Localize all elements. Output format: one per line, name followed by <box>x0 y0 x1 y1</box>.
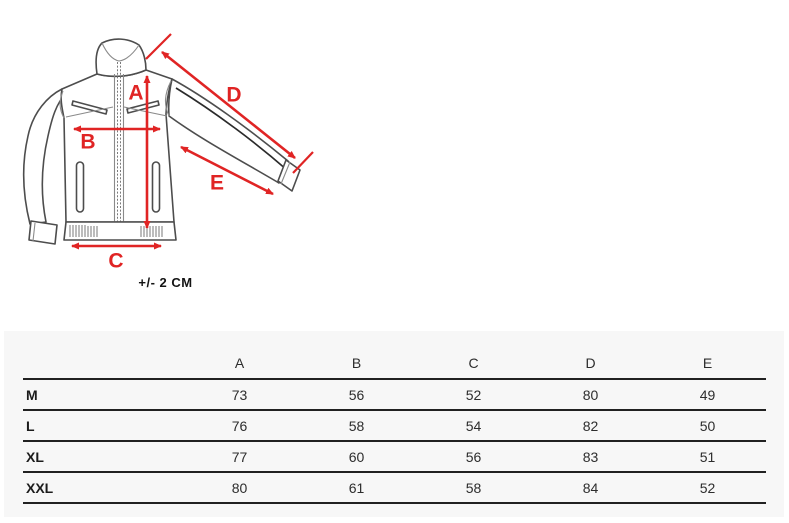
dimension-label-c: C <box>108 249 124 273</box>
dimension-label-b: B <box>80 130 96 154</box>
measurement-cell: 61 <box>298 472 415 503</box>
measurement-cell: 54 <box>415 410 532 441</box>
column-header-d: D <box>532 344 649 379</box>
tolerance-note: +/- 2 CM <box>138 275 193 290</box>
column-header-e: E <box>649 344 766 379</box>
table-row-xxl <box>23 472 766 503</box>
measurement-cell: 77 <box>181 441 298 472</box>
measurement-cell: 56 <box>415 441 532 472</box>
measurement-cell: 51 <box>649 441 766 472</box>
measurement-cell: 80 <box>181 472 298 503</box>
jacket-drawing-icon <box>0 0 340 310</box>
jacket-diagram <box>0 0 340 310</box>
measurement-cell: 76 <box>181 410 298 441</box>
table-row-xl <box>23 441 766 472</box>
size-label: XXL <box>23 472 181 503</box>
dimension-tick <box>293 152 313 173</box>
column-header-b: B <box>298 344 415 379</box>
size-table <box>23 344 766 504</box>
measurement-cell: 82 <box>532 410 649 441</box>
measurement-cell: 80 <box>532 379 649 410</box>
column-header-a: A <box>181 344 298 379</box>
table-row-m <box>23 379 766 410</box>
measurement-cell: 50 <box>649 410 766 441</box>
dimension-label-d: D <box>226 83 242 107</box>
size-label: XL <box>23 441 181 472</box>
size-table-panel <box>4 331 784 517</box>
size-label: L <box>23 410 181 441</box>
measurement-cell: 58 <box>415 472 532 503</box>
column-header-c: C <box>415 344 532 379</box>
measurement-cell: 58 <box>298 410 415 441</box>
dimension-label-a: A <box>128 81 144 105</box>
size-column-header <box>23 344 181 379</box>
measurement-cell: 60 <box>298 441 415 472</box>
measurement-cell: 83 <box>532 441 649 472</box>
measurement-cell: 73 <box>181 379 298 410</box>
measurement-cell: 52 <box>649 472 766 503</box>
table-header-row <box>23 344 766 379</box>
size-label: M <box>23 379 181 410</box>
measurement-cell: 49 <box>649 379 766 410</box>
measurement-cell: 52 <box>415 379 532 410</box>
measurement-cell: 84 <box>532 472 649 503</box>
measurement-cell: 56 <box>298 379 415 410</box>
table-row-l <box>23 410 766 441</box>
dimension-label-e: E <box>209 171 225 195</box>
